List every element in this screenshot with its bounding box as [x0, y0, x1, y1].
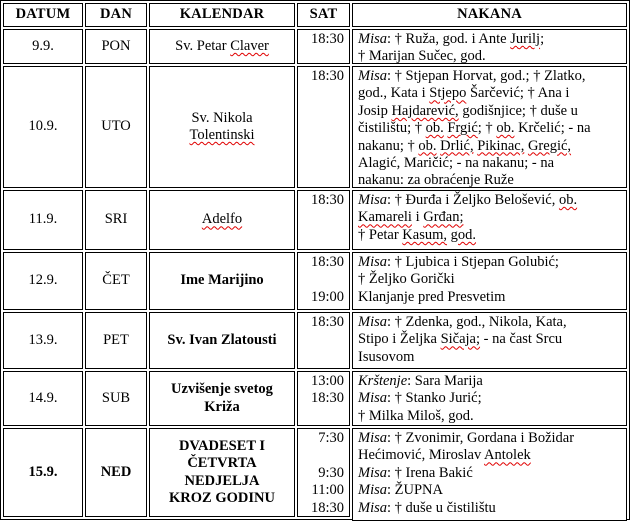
text-line: SRI: [104, 211, 128, 228]
text-line: Misa: ŽUPNA: [358, 482, 443, 499]
intention-cell-row7: [352, 428, 627, 521]
time-cell-row4: [297, 252, 350, 310]
text-line: Kamareli i Grđan;: [358, 209, 464, 226]
column-header-nakana: NAKANA: [352, 3, 627, 27]
text-line: Hećimović, Miroslav Antolek: [358, 447, 531, 464]
text-line: Misa: † Ruža, god. i Ante Jurilj;: [358, 31, 545, 47]
time-cell-row7: [297, 428, 350, 517]
text-line: 18:30: [310, 314, 344, 330]
text-line: Sv. Nikola: [191, 109, 253, 126]
text-line: Misa: † duše u čistilištu: [358, 499, 496, 516]
text-line: 9.9.: [32, 37, 54, 54]
date-cell-row4: [3, 252, 83, 310]
text-line: Uzvišenje svetog: [171, 381, 273, 398]
calendar-cell-row3: [149, 190, 295, 250]
text-line: PET: [103, 331, 129, 348]
text-line: 18:30: [310, 390, 344, 407]
time-cell-row2: [297, 66, 350, 188]
text-line: Misa: † Irena Bakić: [358, 464, 473, 481]
calendar-cell-row7: [149, 428, 295, 517]
text-line: 11.9.: [28, 211, 58, 228]
text-line: [300, 447, 344, 464]
calendar-cell-row6: [149, 371, 295, 426]
text-line: 7:30: [318, 430, 344, 446]
text-line: 14.9.: [28, 389, 58, 406]
text-line: Ime Marijino: [180, 272, 264, 289]
intention-cell-row5: [352, 312, 627, 369]
date-cell-row7: [3, 428, 83, 517]
text-line: 9:30: [318, 464, 344, 481]
column-header-sat: SAT: [297, 3, 350, 27]
text-line: UTO: [101, 118, 131, 135]
text-line: Josip Hajdarević, godišnjice; † duše u: [358, 102, 578, 119]
time-cell-row3: [297, 190, 350, 250]
text-line: DVADESET I: [178, 437, 266, 454]
text-line: Misa: † Đurđa i Željko Belošević, ob.: [358, 192, 578, 208]
date-cell-row1: [3, 29, 83, 64]
text-line: 19:00: [310, 288, 344, 305]
text-line: 18:30: [310, 192, 344, 208]
text-line: Stipo i Željka Sičaja; - na čast Srcu: [358, 331, 563, 348]
text-line: Misa: † Zdenka, god., Nikola, Kata,: [358, 314, 567, 330]
text-line: Adelfo: [201, 211, 243, 228]
text-line: Alagić, Maričić; - na nakanu; - na: [358, 155, 555, 172]
intention-cell-row4: [352, 252, 627, 310]
intention-cell-row6: [352, 371, 627, 426]
calendar-cell-row1: [149, 29, 295, 64]
text-line: 18:30: [310, 68, 344, 84]
text-line: Klanjanje pred Presvetim: [358, 288, 506, 305]
text-line: 13:00: [310, 373, 344, 389]
text-line: 12.9.: [28, 272, 58, 289]
day-cell-row1: [85, 29, 147, 64]
text-line: SUB: [101, 389, 131, 406]
text-line: čistilištu; † ob. Frgić; † ob. Krčelić; - na: [358, 120, 591, 137]
text-line: 15.9.: [28, 463, 58, 480]
date-cell-row6: [3, 371, 83, 426]
text-line: PON: [101, 37, 131, 54]
text-line: 11:00: [311, 482, 344, 499]
time-cell-row5: [297, 312, 350, 369]
column-header-datum: DATUM: [3, 3, 83, 27]
text-line: Misa: † Zvonimir, Gordana i Božidar: [358, 430, 575, 446]
calendar-cell-row2: [149, 66, 295, 188]
text-line: 18:30: [310, 499, 344, 516]
date-cell-row5: [3, 312, 83, 369]
text-line: Križa: [204, 398, 240, 415]
text-line: Tolentinski: [189, 127, 255, 143]
text-line: 10.9.: [28, 118, 58, 135]
text-line: † Marijan Sučec, god.: [358, 48, 486, 64]
day-cell-row5: [85, 312, 147, 369]
calendar-cell-row5: [149, 312, 295, 369]
text-line: Misa: † Stanko Jurić;: [358, 390, 482, 407]
text-line: [300, 271, 344, 288]
day-cell-row3: [85, 190, 147, 250]
text-line: god., Kata i Stjepo Šarčević; † Ana i: [358, 85, 570, 102]
text-line: Isusovom: [358, 348, 415, 365]
day-cell-row6: [85, 371, 147, 426]
text-line: NEDJELJA: [184, 472, 260, 489]
text-line: KROZ GODINU: [169, 489, 275, 506]
text-line: Krštenje: Sara Marija: [358, 373, 483, 389]
text-line: nakanu; † ob. Drlić, Pikinac, Gregić,: [358, 137, 572, 154]
text-line: Misa: † Stjepan Horvat, god.; † Zlatko,: [358, 68, 586, 84]
date-cell-row3: [3, 190, 83, 250]
text-line: † Petar Kasum, god.: [358, 226, 477, 243]
day-cell-row4: [85, 252, 147, 310]
text-line: 18:30: [310, 254, 344, 270]
day-cell-row2: [85, 66, 147, 188]
calendar-cell-row4: [149, 252, 295, 310]
text-line: NED: [100, 463, 132, 480]
column-header-dan: DAN: [85, 3, 147, 27]
intention-cell-row3: [352, 190, 627, 250]
text-line: † Milka Miloš, god.: [358, 407, 474, 424]
intention-cell-row1: [352, 29, 627, 64]
text-line: Misa: † Ljubica i Stjepan Golubić;: [358, 254, 559, 270]
time-cell-row6: [297, 371, 350, 426]
time-cell-row1: [297, 29, 350, 64]
text-line: † Željko Gorički: [358, 271, 455, 288]
text-line: ČETVRTA: [187, 455, 257, 472]
text-line: nakanu: za obraćenje Ruže: [358, 172, 514, 188]
day-cell-row7: [85, 428, 147, 517]
intention-cell-row2: [352, 66, 627, 188]
column-header-kalendar: KALENDAR: [149, 3, 295, 27]
text-line: Sv. Ivan Zlatousti: [167, 331, 277, 348]
text-line: Sv. Petar Claver: [175, 37, 269, 54]
text-line: ČET: [102, 272, 130, 289]
date-cell-row2: [3, 66, 83, 188]
text-line: 18:30: [310, 31, 344, 47]
text-line: 13.9.: [28, 331, 58, 348]
